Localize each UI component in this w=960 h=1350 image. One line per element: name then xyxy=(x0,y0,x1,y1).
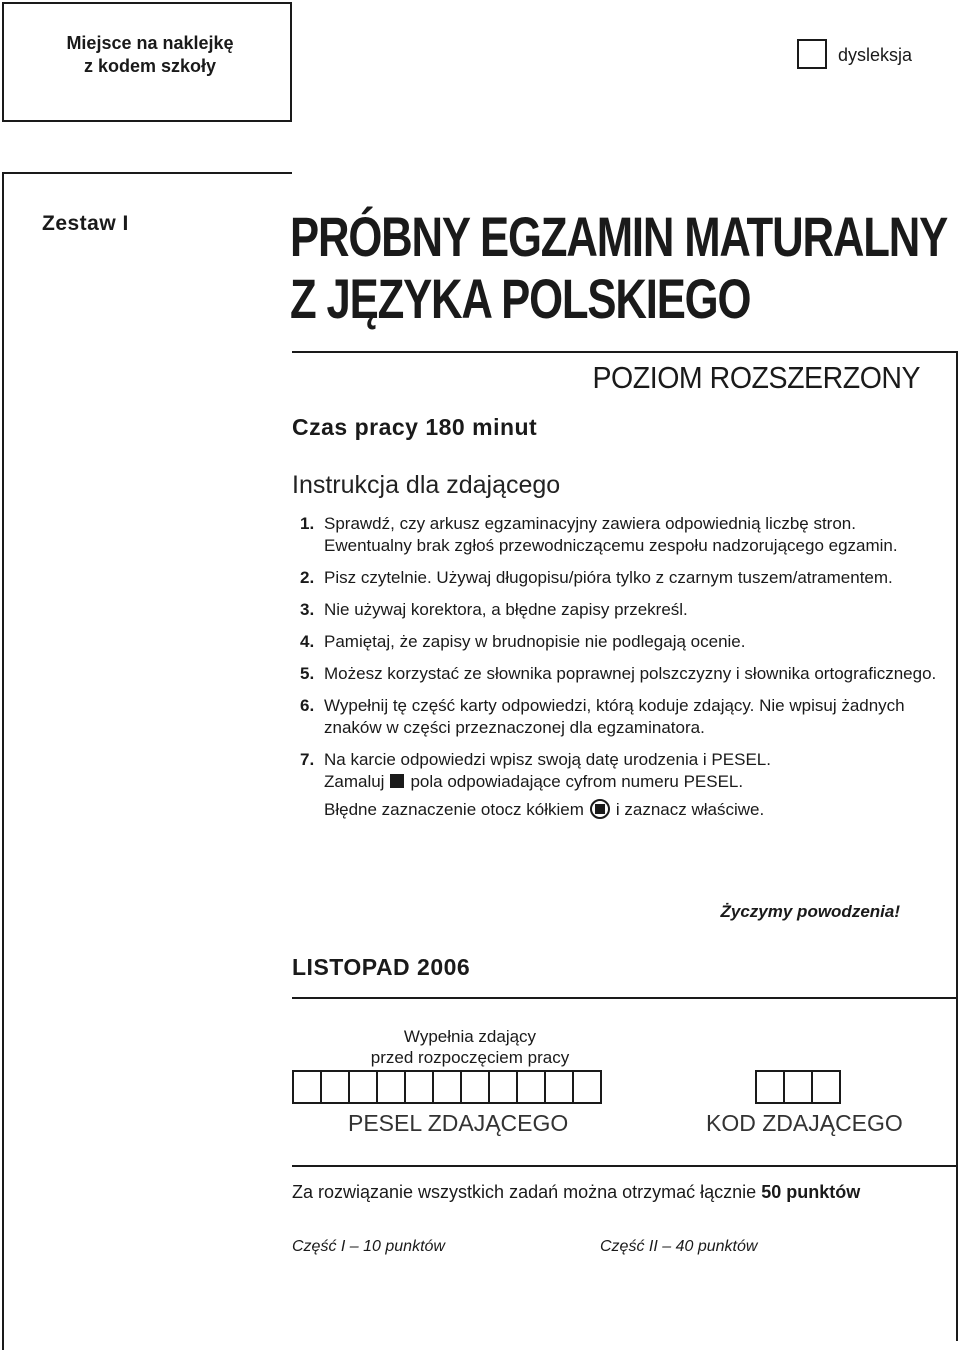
instruction-number: 6. xyxy=(300,696,315,715)
fill-note-line-2: przed rozpoczęciem pracy xyxy=(370,1048,570,1067)
set-label: Zestaw I xyxy=(42,212,129,235)
circled-square-icon xyxy=(590,799,610,819)
digit-cell[interactable] xyxy=(320,1070,350,1104)
instruction-text: Sprawdź, czy arkusz egzaminacyjny zawiera odpowiednią liczbę stron. Ewentualny brak zgłoś przewodniczącemu zespołu nadzorującego egzamin. xyxy=(324,514,898,555)
exam-date: LISTOPAD 2006 xyxy=(292,954,471,980)
instruction-text: Błędne zaznaczenie otocz kółkiem xyxy=(324,800,584,819)
digit-cell[interactable] xyxy=(572,1070,602,1104)
instruction-item xyxy=(300,749,940,821)
instruction-number: 7. xyxy=(300,750,315,769)
candidate-code-label: KOD ZDAJĄCEGO xyxy=(706,1110,903,1136)
sticker-line-2: z kodem szkoły xyxy=(83,56,217,76)
instruction-line xyxy=(324,771,940,793)
candidate-code-cells[interactable] xyxy=(755,1070,839,1104)
right-frame-rule xyxy=(956,351,958,1341)
exam-title-line-2: Z JĘZYKA POLSKIEGO xyxy=(290,267,751,330)
fill-note xyxy=(340,1026,600,1068)
instruction-text: Wypełnij tę część karty odpowiedzi, którą koduje zdający. Nie wpisuj żadnych znaków w części przeznaczonej dla egzaminatora. xyxy=(324,696,905,737)
instruction-item xyxy=(300,599,940,621)
dyslexia-label: dysleksja xyxy=(838,45,913,65)
sticker-line-1: Miejsce na naklejkę xyxy=(66,33,234,53)
points-total-value: 50 punktów xyxy=(761,1182,861,1202)
instruction-line: Na karcie odpowiedzi wpisz swoją datę urodzenia i PESEL. xyxy=(324,750,771,769)
instruction-text: Pisz czytelnie. Używaj długopisu/pióra tylko z czarnym tuszem/atramentem. xyxy=(324,568,893,587)
instruction-text: i zaznacz właściwe. xyxy=(615,800,765,819)
pesel-label: PESEL ZDAJĄCEGO xyxy=(348,1110,569,1136)
digit-cell[interactable] xyxy=(755,1070,785,1104)
points-total-text: Za rozwiązanie wszystkich zadań można otrzymać łącznie xyxy=(292,1182,757,1202)
digit-cell[interactable] xyxy=(516,1070,546,1104)
time-label: Czas pracy 180 minut xyxy=(292,414,538,440)
exam-title xyxy=(290,205,948,330)
school-sticker-label xyxy=(30,32,270,78)
points-total xyxy=(292,1182,860,1203)
good-luck-note: Życzymy powodzenia! xyxy=(720,902,900,921)
digit-cell[interactable] xyxy=(460,1070,490,1104)
part-1-points: Część I – 10 punktów xyxy=(292,1238,445,1255)
instruction-text: Możesz korzystać ze słownika poprawnej polszczyzny i słownika ortograficznego. xyxy=(324,664,937,683)
instruction-text: Zamaluj xyxy=(324,772,385,791)
instruction-text: Pamiętaj, że zapisy w brudnopisie nie podlegają ocenie. xyxy=(324,632,746,651)
digit-cell[interactable] xyxy=(544,1070,574,1104)
fill-note-line-1: Wypełnia zdający xyxy=(403,1027,537,1046)
level-label: POZIOM ROZSZERZONY xyxy=(592,360,920,395)
instruction-item xyxy=(300,631,940,653)
digit-cell[interactable] xyxy=(292,1070,322,1104)
digit-cell[interactable] xyxy=(811,1070,841,1104)
digit-cell[interactable] xyxy=(376,1070,406,1104)
instruction-number: 4. xyxy=(300,632,315,651)
digit-cell[interactable] xyxy=(783,1070,813,1104)
instruction-item xyxy=(300,513,940,557)
exam-title-line-1: PRÓBNY EGZAMIN MATURALNY xyxy=(290,205,948,268)
instruction-item xyxy=(300,695,940,739)
digit-cell[interactable] xyxy=(404,1070,434,1104)
filled-square-icon xyxy=(390,774,404,788)
instruction-text: Nie używaj korektora, a błędne zapisy przekreśl. xyxy=(324,600,688,619)
left-frame-top-rule xyxy=(2,172,292,174)
digit-cell[interactable] xyxy=(348,1070,378,1104)
digit-cell[interactable] xyxy=(488,1070,518,1104)
digit-cell[interactable] xyxy=(432,1070,462,1104)
instruction-number: 1. xyxy=(300,514,315,533)
left-frame-rule xyxy=(2,172,4,1350)
part-2-points: Część II – 40 punktów xyxy=(600,1238,758,1255)
instruction-item xyxy=(300,663,940,685)
dyslexia-checkbox[interactable] xyxy=(797,39,827,69)
instruction-number: 2. xyxy=(300,568,315,587)
pesel-input-cells[interactable] xyxy=(292,1070,600,1104)
instruction-number: 3. xyxy=(300,600,315,619)
level-rule xyxy=(292,351,958,353)
instruction-line xyxy=(324,799,940,821)
instruction-text: pola odpowiadające cyfrom numeru PESEL. xyxy=(410,772,744,791)
instructions-heading: Instrukcja dla zdającego xyxy=(292,471,561,499)
instruction-number: 5. xyxy=(300,664,315,683)
instruction-item xyxy=(300,567,940,589)
instructions-list xyxy=(300,513,940,831)
